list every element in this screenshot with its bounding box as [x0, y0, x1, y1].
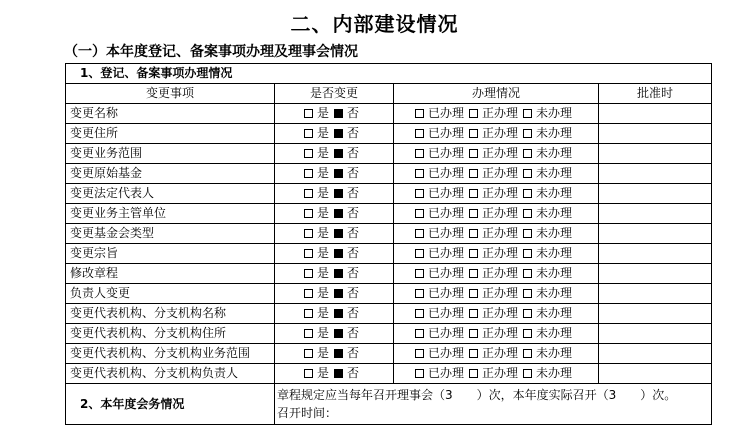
changed-cell [275, 364, 394, 384]
changed-option-yes[interactable] [304, 264, 333, 283]
checkbox[interactable] [415, 109, 424, 118]
checkbox-label: 否 [347, 286, 360, 300]
checkbox[interactable] [523, 349, 532, 358]
table-row [66, 304, 712, 324]
checkbox-label: 已办理 [427, 346, 464, 360]
status-option[interactable] [415, 344, 468, 363]
checkbox[interactable] [415, 249, 424, 258]
checkbox[interactable] [469, 209, 478, 218]
checkbox[interactable] [469, 309, 478, 318]
status-cell [394, 344, 599, 364]
checkbox-label: 是 [316, 206, 329, 220]
status-option[interactable] [469, 144, 522, 163]
checkbox-label: 否 [347, 366, 360, 380]
section-header-row [66, 64, 712, 84]
checkbox[interactable] [415, 269, 424, 278]
checkbox-label: 已办理 [427, 326, 464, 340]
status-option[interactable] [469, 104, 522, 123]
status-cell [394, 124, 599, 144]
status-option[interactable] [415, 304, 468, 323]
changed-option-yes[interactable] [304, 204, 333, 223]
checkbox[interactable] [304, 169, 313, 178]
status-cell [394, 144, 599, 164]
checkbox[interactable] [523, 169, 532, 178]
status-option[interactable] [523, 264, 576, 283]
changed-cell [275, 164, 394, 184]
checkbox[interactable] [304, 129, 313, 138]
changed-cell [275, 324, 394, 344]
changed-option-no[interactable] [334, 364, 363, 383]
changed-cell [275, 344, 394, 364]
approval-time-cell[interactable] [599, 204, 712, 224]
changed-option-no[interactable] [334, 104, 363, 123]
checkbox-label: 正办理 [481, 166, 518, 180]
checkbox-label: 是 [316, 346, 329, 360]
checkbox-label: 是 [316, 306, 329, 320]
col-header-status: 办理情况 [394, 84, 599, 104]
checkbox[interactable] [469, 229, 478, 238]
status-option[interactable] [469, 264, 522, 283]
status-option[interactable] [469, 204, 522, 223]
checkbox-label: 是 [316, 106, 329, 120]
checkbox-label: 未办理 [536, 246, 573, 260]
status-cell [394, 104, 599, 124]
col-header-item: 变更事项 [66, 84, 275, 104]
approval-time-cell[interactable] [599, 164, 712, 184]
checkbox-label: 已办理 [427, 166, 464, 180]
checkbox[interactable] [415, 229, 424, 238]
approval-time-cell[interactable] [599, 284, 712, 304]
checkbox-label: 否 [347, 106, 360, 120]
checkbox-label: 正办理 [481, 306, 518, 320]
checkbox[interactable] [415, 349, 424, 358]
checkbox[interactable] [523, 289, 532, 298]
checkbox[interactable] [469, 109, 478, 118]
meeting-row [66, 384, 712, 425]
checkbox-label: 正办理 [481, 106, 518, 120]
checkbox[interactable] [334, 129, 343, 138]
checkbox-label: 未办理 [536, 166, 573, 180]
changed-cell [275, 264, 394, 284]
checkbox[interactable] [304, 349, 313, 358]
status-option[interactable] [469, 344, 522, 363]
checkbox-label: 已办理 [427, 226, 464, 240]
checkbox-label: 未办理 [536, 286, 573, 300]
status-option[interactable] [469, 244, 522, 263]
meeting-count-text: 章程规定应当每年召开理事会（3 ）次，本年度实际召开（3 ）次。 [277, 388, 677, 402]
change-item-label: 变更代表机构、分支机构住所 [66, 324, 275, 344]
changed-option-yes[interactable] [304, 184, 333, 203]
checkbox[interactable] [304, 189, 313, 198]
checkbox[interactable] [469, 329, 478, 338]
checkbox[interactable] [469, 269, 478, 278]
checkbox-label: 正办理 [481, 126, 518, 140]
checkbox-label: 未办理 [536, 346, 573, 360]
checkbox-label: 否 [347, 326, 360, 340]
checkbox[interactable] [469, 129, 478, 138]
status-option[interactable] [523, 124, 576, 143]
changed-option-no[interactable] [334, 184, 363, 203]
checkbox-label: 否 [347, 206, 360, 220]
checkbox-label: 否 [347, 126, 360, 140]
status-option[interactable] [415, 324, 468, 343]
checkbox[interactable] [334, 209, 343, 218]
checkbox[interactable] [469, 249, 478, 258]
change-item-label: 变更名称 [66, 104, 275, 124]
changed-option-no[interactable] [334, 204, 363, 223]
checkbox-label: 未办理 [536, 186, 573, 200]
changed-option-yes[interactable] [304, 224, 333, 243]
checkbox[interactable] [415, 369, 424, 378]
table-row [66, 264, 712, 284]
checkbox-label: 正办理 [481, 286, 518, 300]
changed-option-yes[interactable] [304, 364, 333, 383]
checkbox[interactable] [469, 369, 478, 378]
checkbox-label: 未办理 [536, 226, 573, 240]
changed-cell [275, 244, 394, 264]
checkbox-label: 正办理 [481, 246, 518, 260]
checkbox-label: 已办理 [427, 146, 464, 160]
table-row [66, 104, 712, 124]
checkbox[interactable] [469, 189, 478, 198]
status-option[interactable] [415, 284, 468, 303]
checkbox[interactable] [334, 309, 343, 318]
checkbox[interactable] [523, 229, 532, 238]
checkbox-label: 是 [316, 326, 329, 340]
checkbox[interactable] [523, 189, 532, 198]
changed-cell [275, 124, 394, 144]
change-item-label: 负责人变更 [66, 284, 275, 304]
approval-time-cell[interactable] [599, 304, 712, 324]
status-option[interactable] [523, 244, 576, 263]
checkbox-label: 已办理 [427, 266, 464, 280]
status-option[interactable] [523, 324, 576, 343]
changed-option-yes[interactable] [304, 344, 333, 363]
change-item-label: 变更代表机构、分支机构负责人 [66, 364, 275, 384]
status-option[interactable] [469, 184, 522, 203]
checkbox[interactable] [415, 289, 424, 298]
checkbox[interactable] [334, 369, 343, 378]
checkbox[interactable] [334, 229, 343, 238]
status-cell [394, 304, 599, 324]
checkbox-label: 未办理 [536, 326, 573, 340]
meeting-info [275, 384, 712, 425]
checkbox-label: 是 [316, 286, 329, 300]
status-option[interactable] [415, 124, 468, 143]
status-cell [394, 364, 599, 384]
approval-time-cell[interactable] [599, 144, 712, 164]
table-row [66, 184, 712, 204]
status-option[interactable] [469, 284, 522, 303]
table-row [66, 364, 712, 384]
changed-option-yes[interactable] [304, 144, 333, 163]
status-option[interactable] [523, 144, 576, 163]
checkbox[interactable] [334, 329, 343, 338]
status-option[interactable] [415, 244, 468, 263]
checkbox[interactable] [469, 289, 478, 298]
status-option[interactable] [469, 364, 522, 383]
checkbox-label: 已办理 [427, 206, 464, 220]
checkbox-label: 否 [347, 146, 360, 160]
status-option[interactable] [523, 104, 576, 123]
checkbox[interactable] [304, 369, 313, 378]
checkbox[interactable] [469, 349, 478, 358]
checkbox[interactable] [334, 249, 343, 258]
column-header-row [66, 84, 712, 104]
checkbox[interactable] [304, 109, 313, 118]
changed-option-no[interactable] [334, 284, 363, 303]
changed-option-yes[interactable] [304, 104, 333, 123]
changed-cell [275, 284, 394, 304]
change-item-label: 修改章程 [66, 264, 275, 284]
checkbox-label: 是 [316, 186, 329, 200]
checkbox[interactable] [523, 369, 532, 378]
checkbox[interactable] [304, 209, 313, 218]
checkbox-label: 是 [316, 226, 329, 240]
checkbox-label: 正办理 [481, 206, 518, 220]
status-option[interactable] [415, 224, 468, 243]
checkbox-label: 正办理 [481, 186, 518, 200]
status-option[interactable] [523, 164, 576, 183]
checkbox[interactable] [523, 129, 532, 138]
approval-time-cell[interactable] [599, 364, 712, 384]
status-option[interactable] [469, 324, 522, 343]
status-option[interactable] [523, 224, 576, 243]
changed-option-no[interactable] [334, 124, 363, 143]
changed-option-no[interactable] [334, 324, 363, 343]
checkbox-label: 未办理 [536, 266, 573, 280]
status-option[interactable] [469, 124, 522, 143]
change-item-label: 变更业务范围 [66, 144, 275, 164]
table-row [66, 124, 712, 144]
changed-option-no[interactable] [334, 244, 363, 263]
checkbox[interactable] [415, 209, 424, 218]
checkbox-label: 正办理 [481, 266, 518, 280]
checkbox-label: 正办理 [481, 146, 518, 160]
checkbox-label: 正办理 [481, 326, 518, 340]
table-row [66, 224, 712, 244]
approval-time-cell[interactable] [599, 224, 712, 244]
change-item-label: 变更原始基金 [66, 164, 275, 184]
checkbox-label: 未办理 [536, 306, 573, 320]
checkbox-label: 正办理 [481, 346, 518, 360]
checkbox[interactable] [304, 229, 313, 238]
checkbox-label: 是 [316, 166, 329, 180]
checkbox[interactable] [304, 249, 313, 258]
checkbox[interactable] [304, 149, 313, 158]
col-header-approval: 批准时 [599, 84, 712, 104]
table-row [66, 164, 712, 184]
checkbox-label: 未办理 [536, 146, 573, 160]
status-option[interactable] [469, 304, 522, 323]
checkbox-label: 否 [347, 266, 360, 280]
checkbox[interactable] [304, 289, 313, 298]
approval-time-cell[interactable] [599, 244, 712, 264]
changed-option-yes[interactable] [304, 124, 333, 143]
checkbox[interactable] [523, 209, 532, 218]
checkbox[interactable] [523, 309, 532, 318]
status-option[interactable] [523, 184, 576, 203]
changed-cell [275, 204, 394, 224]
table-row [66, 344, 712, 364]
approval-time-cell[interactable] [599, 124, 712, 144]
section2-title: 2、本年度会务情况 [66, 384, 275, 425]
checkbox-label: 未办理 [536, 126, 573, 140]
checkbox[interactable] [523, 149, 532, 158]
status-cell [394, 244, 599, 264]
checkbox-label: 已办理 [427, 366, 464, 380]
changed-option-yes[interactable] [304, 244, 333, 263]
table-row [66, 284, 712, 304]
status-option[interactable] [415, 164, 468, 183]
status-option[interactable] [523, 364, 576, 383]
checkbox[interactable] [304, 269, 313, 278]
checkbox[interactable] [415, 309, 424, 318]
change-item-label: 变更基金会类型 [66, 224, 275, 244]
changed-option-no[interactable] [334, 164, 363, 183]
status-cell [394, 224, 599, 244]
changed-option-no[interactable] [334, 344, 363, 363]
status-cell [394, 164, 599, 184]
status-option[interactable] [523, 284, 576, 303]
changed-cell [275, 224, 394, 244]
approval-time-cell[interactable] [599, 184, 712, 204]
status-option[interactable] [415, 104, 468, 123]
status-option[interactable] [415, 264, 468, 283]
status-cell [394, 324, 599, 344]
checkbox[interactable] [334, 109, 343, 118]
col-header-changed: 是否变更 [275, 84, 394, 104]
changed-option-no[interactable] [334, 264, 363, 283]
change-item-label: 变更代表机构、分支机构业务范围 [66, 344, 275, 364]
change-item-label: 变更宗旨 [66, 244, 275, 264]
status-cell [394, 204, 599, 224]
changed-option-yes[interactable] [304, 284, 333, 303]
checkbox[interactable] [415, 149, 424, 158]
checkbox[interactable] [415, 329, 424, 338]
status-option[interactable] [523, 204, 576, 223]
changed-option-yes[interactable] [304, 164, 333, 183]
checkbox-label: 否 [347, 306, 360, 320]
approval-time-cell[interactable] [599, 344, 712, 364]
checkbox-label: 是 [316, 126, 329, 140]
checkbox-label: 否 [347, 186, 360, 200]
changed-cell [275, 304, 394, 324]
table-row [66, 144, 712, 164]
checkbox[interactable] [334, 149, 343, 158]
checkbox-label: 正办理 [481, 226, 518, 240]
checkbox[interactable] [523, 269, 532, 278]
status-option[interactable] [415, 204, 468, 223]
checkbox[interactable] [469, 149, 478, 158]
checkbox-label: 否 [347, 346, 360, 360]
checkbox-label: 是 [316, 366, 329, 380]
change-item-label: 变更法定代表人 [66, 184, 275, 204]
checkbox[interactable] [304, 309, 313, 318]
checkbox-label: 已办理 [427, 186, 464, 200]
checkbox-label: 已办理 [427, 246, 464, 260]
status-option[interactable] [469, 164, 522, 183]
changed-option-yes[interactable] [304, 324, 333, 343]
checkbox[interactable] [334, 189, 343, 198]
status-option[interactable] [415, 364, 468, 383]
checkbox[interactable] [334, 169, 343, 178]
status-cell [394, 284, 599, 304]
checkbox-label: 否 [347, 246, 360, 260]
change-item-label: 变更住所 [66, 124, 275, 144]
change-item-label: 变更业务主管单位 [66, 204, 275, 224]
checkbox-label: 已办理 [427, 126, 464, 140]
section1-title: 1、登记、备案事项办理情况 [66, 64, 712, 84]
checkbox[interactable] [304, 329, 313, 338]
checkbox-label: 未办理 [536, 106, 573, 120]
checkbox[interactable] [523, 249, 532, 258]
checkbox-label: 否 [347, 226, 360, 240]
checkbox[interactable] [334, 269, 343, 278]
status-cell [394, 184, 599, 204]
approval-time-cell[interactable] [599, 264, 712, 284]
checkbox[interactable] [334, 349, 343, 358]
checkbox[interactable] [469, 169, 478, 178]
checkbox[interactable] [415, 129, 424, 138]
checkbox-label: 未办理 [536, 366, 573, 380]
checkbox-label: 已办理 [427, 306, 464, 320]
checkbox-label: 是 [316, 146, 329, 160]
checkbox-label: 否 [347, 166, 360, 180]
page-title: 二、内部建设情况 [290, 12, 459, 36]
status-option[interactable] [415, 184, 468, 203]
changed-option-no[interactable] [334, 144, 363, 163]
status-option[interactable] [415, 144, 468, 163]
checkbox-label: 已办理 [427, 106, 464, 120]
approval-time-cell[interactable] [599, 324, 712, 344]
change-item-label: 变更代表机构、分支机构名称 [66, 304, 275, 324]
changed-cell [275, 144, 394, 164]
table-row [66, 324, 712, 344]
approval-time-cell[interactable] [599, 104, 712, 124]
section-subtitle: （一）本年度登记、备案事项办理及理事会情况 [64, 44, 358, 60]
table-row [66, 244, 712, 264]
meeting-time-text: 召开时间： [277, 406, 338, 420]
table-row [66, 204, 712, 224]
changed-cell [275, 184, 394, 204]
checkbox-label: 未办理 [536, 206, 573, 220]
changed-cell [275, 104, 394, 124]
changed-option-no[interactable] [334, 224, 363, 243]
checkbox[interactable] [334, 289, 343, 298]
checkbox[interactable] [415, 189, 424, 198]
checkbox[interactable] [523, 329, 532, 338]
status-option[interactable] [523, 304, 576, 323]
changed-option-no[interactable] [334, 304, 363, 323]
status-cell [394, 264, 599, 284]
checkbox-label: 正办理 [481, 366, 518, 380]
registration-table [65, 63, 712, 425]
checkbox-label: 是 [316, 266, 329, 280]
checkbox-label: 已办理 [427, 286, 464, 300]
changed-option-yes[interactable] [304, 304, 333, 323]
checkbox[interactable] [415, 169, 424, 178]
checkbox[interactable] [523, 109, 532, 118]
checkbox-label: 是 [316, 246, 329, 260]
status-option[interactable] [469, 224, 522, 243]
status-option[interactable] [523, 344, 576, 363]
